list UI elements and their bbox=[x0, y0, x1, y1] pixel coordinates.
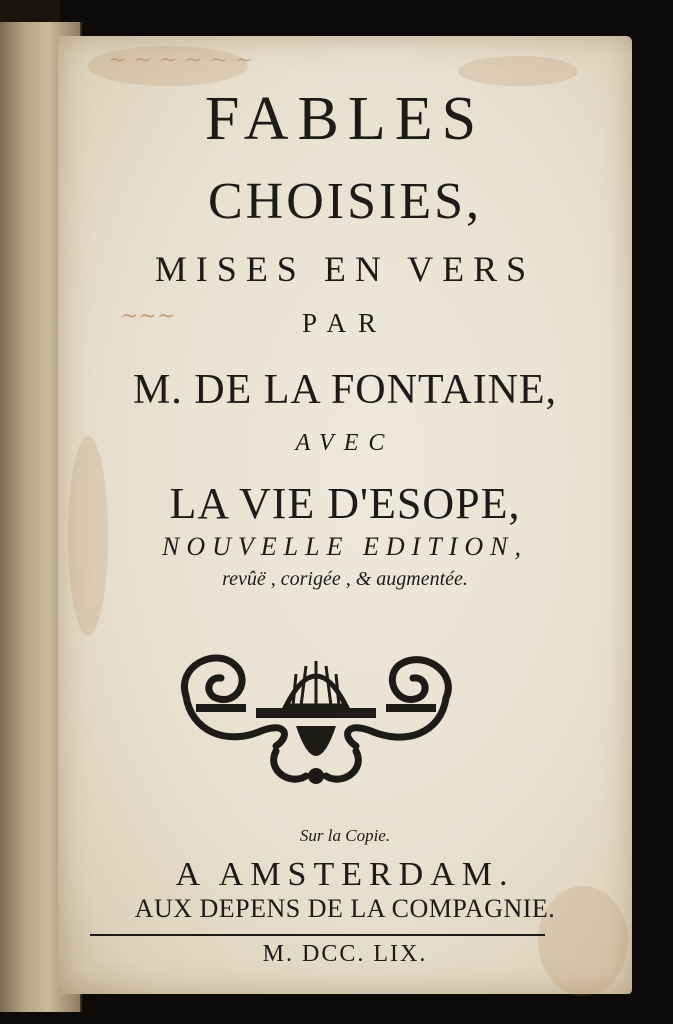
subtitle-mises-en-vers: MISES EN VERS bbox=[154, 249, 536, 289]
subtitle-avec: AVEC bbox=[295, 430, 395, 456]
sur-la-copie: Sur la Copie. bbox=[299, 826, 391, 845]
imprint-date: M. DCC. LIX. bbox=[262, 941, 428, 967]
imprint-city: A AMSTERDAM. bbox=[175, 856, 515, 893]
subtitle-vie-esope: LA VIE D'ESOPE, bbox=[169, 479, 521, 528]
faded-inscription: ~ ~ ~ ~ ~ ~ bbox=[108, 48, 254, 73]
title-line-choisies: CHOISIES, bbox=[207, 173, 483, 230]
imprint-rule bbox=[90, 934, 545, 936]
edition-line: NOUVELLE EDITION, bbox=[161, 532, 528, 561]
imprint-publisher: AUX DEPENS DE LA COMPAGNIE. bbox=[134, 894, 556, 923]
subtitle-par: PAR bbox=[301, 308, 389, 338]
title-page bbox=[58, 36, 632, 994]
printers-ornament-icon bbox=[166, 636, 466, 796]
faded-inscription: ~~~ bbox=[120, 304, 176, 329]
edition-note: revûë , corigée , & augmentée. bbox=[222, 568, 468, 590]
author-name: M. DE LA FONTAINE, bbox=[132, 367, 558, 413]
title-line-fables: FABLES bbox=[204, 85, 486, 153]
stain bbox=[458, 56, 578, 86]
